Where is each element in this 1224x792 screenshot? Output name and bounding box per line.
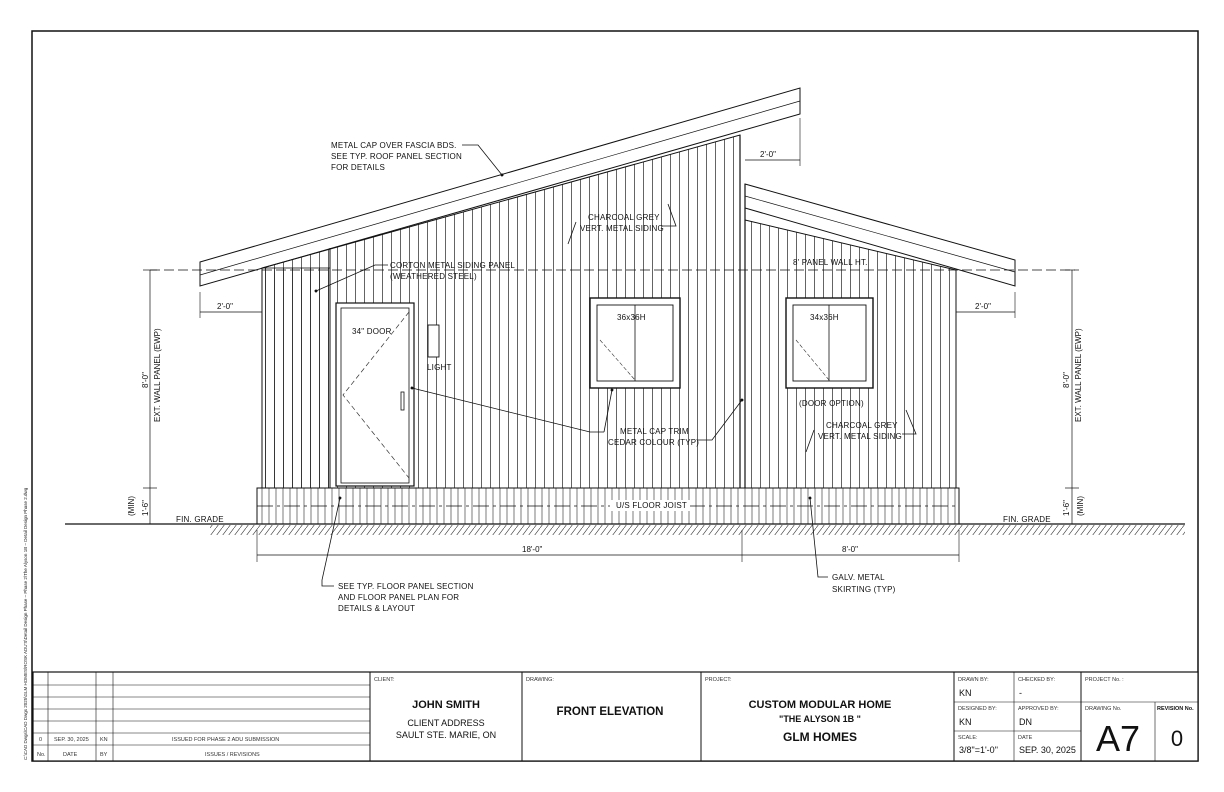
dim-left-width: 18'-0" bbox=[522, 545, 543, 554]
rev-row-desc: ISSUED FOR PHASE 2 ADU SUBMISSION bbox=[172, 737, 280, 743]
dim-right-overhang: 2'-0" bbox=[975, 302, 991, 311]
light-label: LIGHT bbox=[427, 363, 452, 372]
note-floor-section-3: DETAILS & LAYOUT bbox=[338, 604, 416, 613]
window-34x36 bbox=[786, 298, 873, 388]
dim-left-wall-height: 8'-0" bbox=[141, 372, 150, 388]
dim-left-min: (MIN) bbox=[127, 496, 136, 516]
door-handle[interactable] bbox=[401, 392, 404, 410]
door[interactable] bbox=[336, 303, 414, 486]
project-no-label: PROJECT No. : bbox=[1085, 677, 1124, 683]
dim-right-base: 1'-6" bbox=[1062, 500, 1071, 516]
checked-by-value: - bbox=[1019, 688, 1022, 698]
dim-right-wall-height: 8'-0" bbox=[1062, 372, 1071, 388]
floor-joist-label: U/S FLOOR JOIST bbox=[616, 501, 688, 510]
project-label: PROJECT: bbox=[705, 677, 732, 683]
rev-row-date: SEP. 30, 2025 bbox=[54, 737, 89, 743]
drawn-by-value: KN bbox=[959, 688, 972, 698]
file-path-text: C:\CAD Dwgs\CAD Dwgs 2025\GLM HOMES\ROSK ADU'S\Detail Design Phase – Phase 2\The Alyson 1B – Detail Design Phase 2.dwg bbox=[23, 487, 28, 760]
scale-label: SCALE: bbox=[958, 735, 978, 741]
note-cap-trim-1: METAL CAP TRIM bbox=[620, 427, 689, 436]
drawing-title: FRONT ELEVATION bbox=[556, 706, 664, 718]
revision-no-label: REVISION No. bbox=[1157, 706, 1194, 712]
approved-by-value: DN bbox=[1019, 717, 1032, 727]
note-fin-grade-left: FIN. GRADE bbox=[176, 515, 224, 524]
note-floor-section-2: AND FLOOR PANEL PLAN FOR bbox=[338, 593, 460, 602]
drawn-by-label: DRAWN BY: bbox=[958, 677, 989, 683]
dim-right-min: (MIN) bbox=[1076, 496, 1085, 516]
designed-by-value: KN bbox=[959, 717, 972, 727]
building-elevation bbox=[65, 88, 1185, 535]
door-label: 34" DOOR bbox=[352, 327, 392, 336]
light-fixture bbox=[428, 325, 439, 357]
ground-hatch bbox=[210, 525, 1185, 535]
checked-by-label: CHECKED BY: bbox=[1018, 677, 1055, 683]
note-panel-wall-ht: 8' PANEL WALL HT. bbox=[793, 258, 868, 267]
note-metal-cap-2: SEE TYP. ROOF PANEL SECTION bbox=[331, 152, 462, 161]
approved-by-label: APPROVED BY: bbox=[1018, 706, 1059, 712]
note-galv-2: SKIRTING (TYP) bbox=[832, 585, 896, 594]
note-fin-grade-right: FIN. GRADE bbox=[1003, 515, 1051, 524]
rev-header-no: No. bbox=[37, 752, 46, 758]
project-line3: GLM HOMES bbox=[783, 730, 857, 744]
corton-panel bbox=[262, 268, 330, 488]
dim-top-overhang: 2'-0" bbox=[760, 150, 776, 159]
client-city: SAULT STE. MARIE, ON bbox=[395, 730, 497, 740]
dim-right-ext-wall: EXT. WALL PANEL (EWP) bbox=[1074, 328, 1083, 422]
dim-left-ext-wall: EXT. WALL PANEL (EWP) bbox=[153, 328, 162, 422]
note-charcoal-upper-1: CHARCOAL GREY bbox=[588, 213, 660, 222]
revision-no-value: 0 bbox=[1170, 726, 1184, 751]
dim-right-width: 8'-0" bbox=[842, 545, 858, 554]
dim-left-base: 1'-6" bbox=[141, 500, 150, 516]
window1-label: 36x36H bbox=[617, 313, 646, 322]
project-line1: CUSTOM MODULAR HOME bbox=[748, 699, 892, 711]
note-cap-trim-2: CEDAR COLOUR (TYP) bbox=[608, 438, 700, 447]
note-charcoal-upper-2: VERT. METAL SIDING bbox=[580, 224, 664, 233]
project-line2: "THE ALYSON 1B " bbox=[779, 714, 861, 724]
note-door-option: (DOOR OPTION) bbox=[799, 399, 864, 408]
note-metal-cap-1: METAL CAP OVER FASCIA BDS. bbox=[331, 141, 457, 150]
client-name: JOHN SMITH bbox=[412, 699, 480, 711]
window-36x36 bbox=[590, 298, 680, 388]
dim-left-overhang: 2'-0" bbox=[217, 302, 233, 311]
rev-header-by: BY bbox=[100, 752, 108, 758]
date-value: SEP. 30, 2025 bbox=[1019, 745, 1076, 755]
rev-row-no: 0 bbox=[39, 737, 43, 743]
note-charcoal-lower-2: VERT. METAL SIDING bbox=[818, 432, 902, 441]
note-floor-section-1: SEE TYP. FLOOR PANEL SECTION bbox=[338, 582, 474, 591]
drawing-no-label: DRAWING No. bbox=[1085, 706, 1122, 712]
window2-label: 34x36H bbox=[810, 313, 839, 322]
rev-header-date: DATE bbox=[63, 752, 78, 758]
note-corton-2: (WEATHERED STEEL) bbox=[390, 272, 477, 281]
note-metal-cap-3: FOR DETAILS bbox=[331, 163, 386, 172]
rev-row-by: KN bbox=[100, 737, 108, 743]
rev-header-desc: ISSUES / REVISIONS bbox=[205, 752, 260, 758]
drawing-label: DRAWING: bbox=[526, 677, 554, 683]
note-charcoal-lower-1: CHARCOAL GREY bbox=[826, 421, 898, 430]
client-label: CLIENT: bbox=[374, 677, 395, 683]
note-galv-1: GALV. METAL bbox=[832, 573, 885, 582]
designed-by-label: DESIGNED BY: bbox=[958, 706, 997, 712]
date-label: DATE bbox=[1018, 735, 1033, 741]
title-block bbox=[33, 672, 1198, 761]
client-address: CLIENT ADDRESS bbox=[407, 718, 485, 728]
scale-value: 3/8"=1'-0" bbox=[959, 745, 998, 755]
note-corton-1: CORTON METAL SIDING PANEL bbox=[390, 261, 516, 270]
drawing-no-value: A7 bbox=[1095, 718, 1141, 759]
